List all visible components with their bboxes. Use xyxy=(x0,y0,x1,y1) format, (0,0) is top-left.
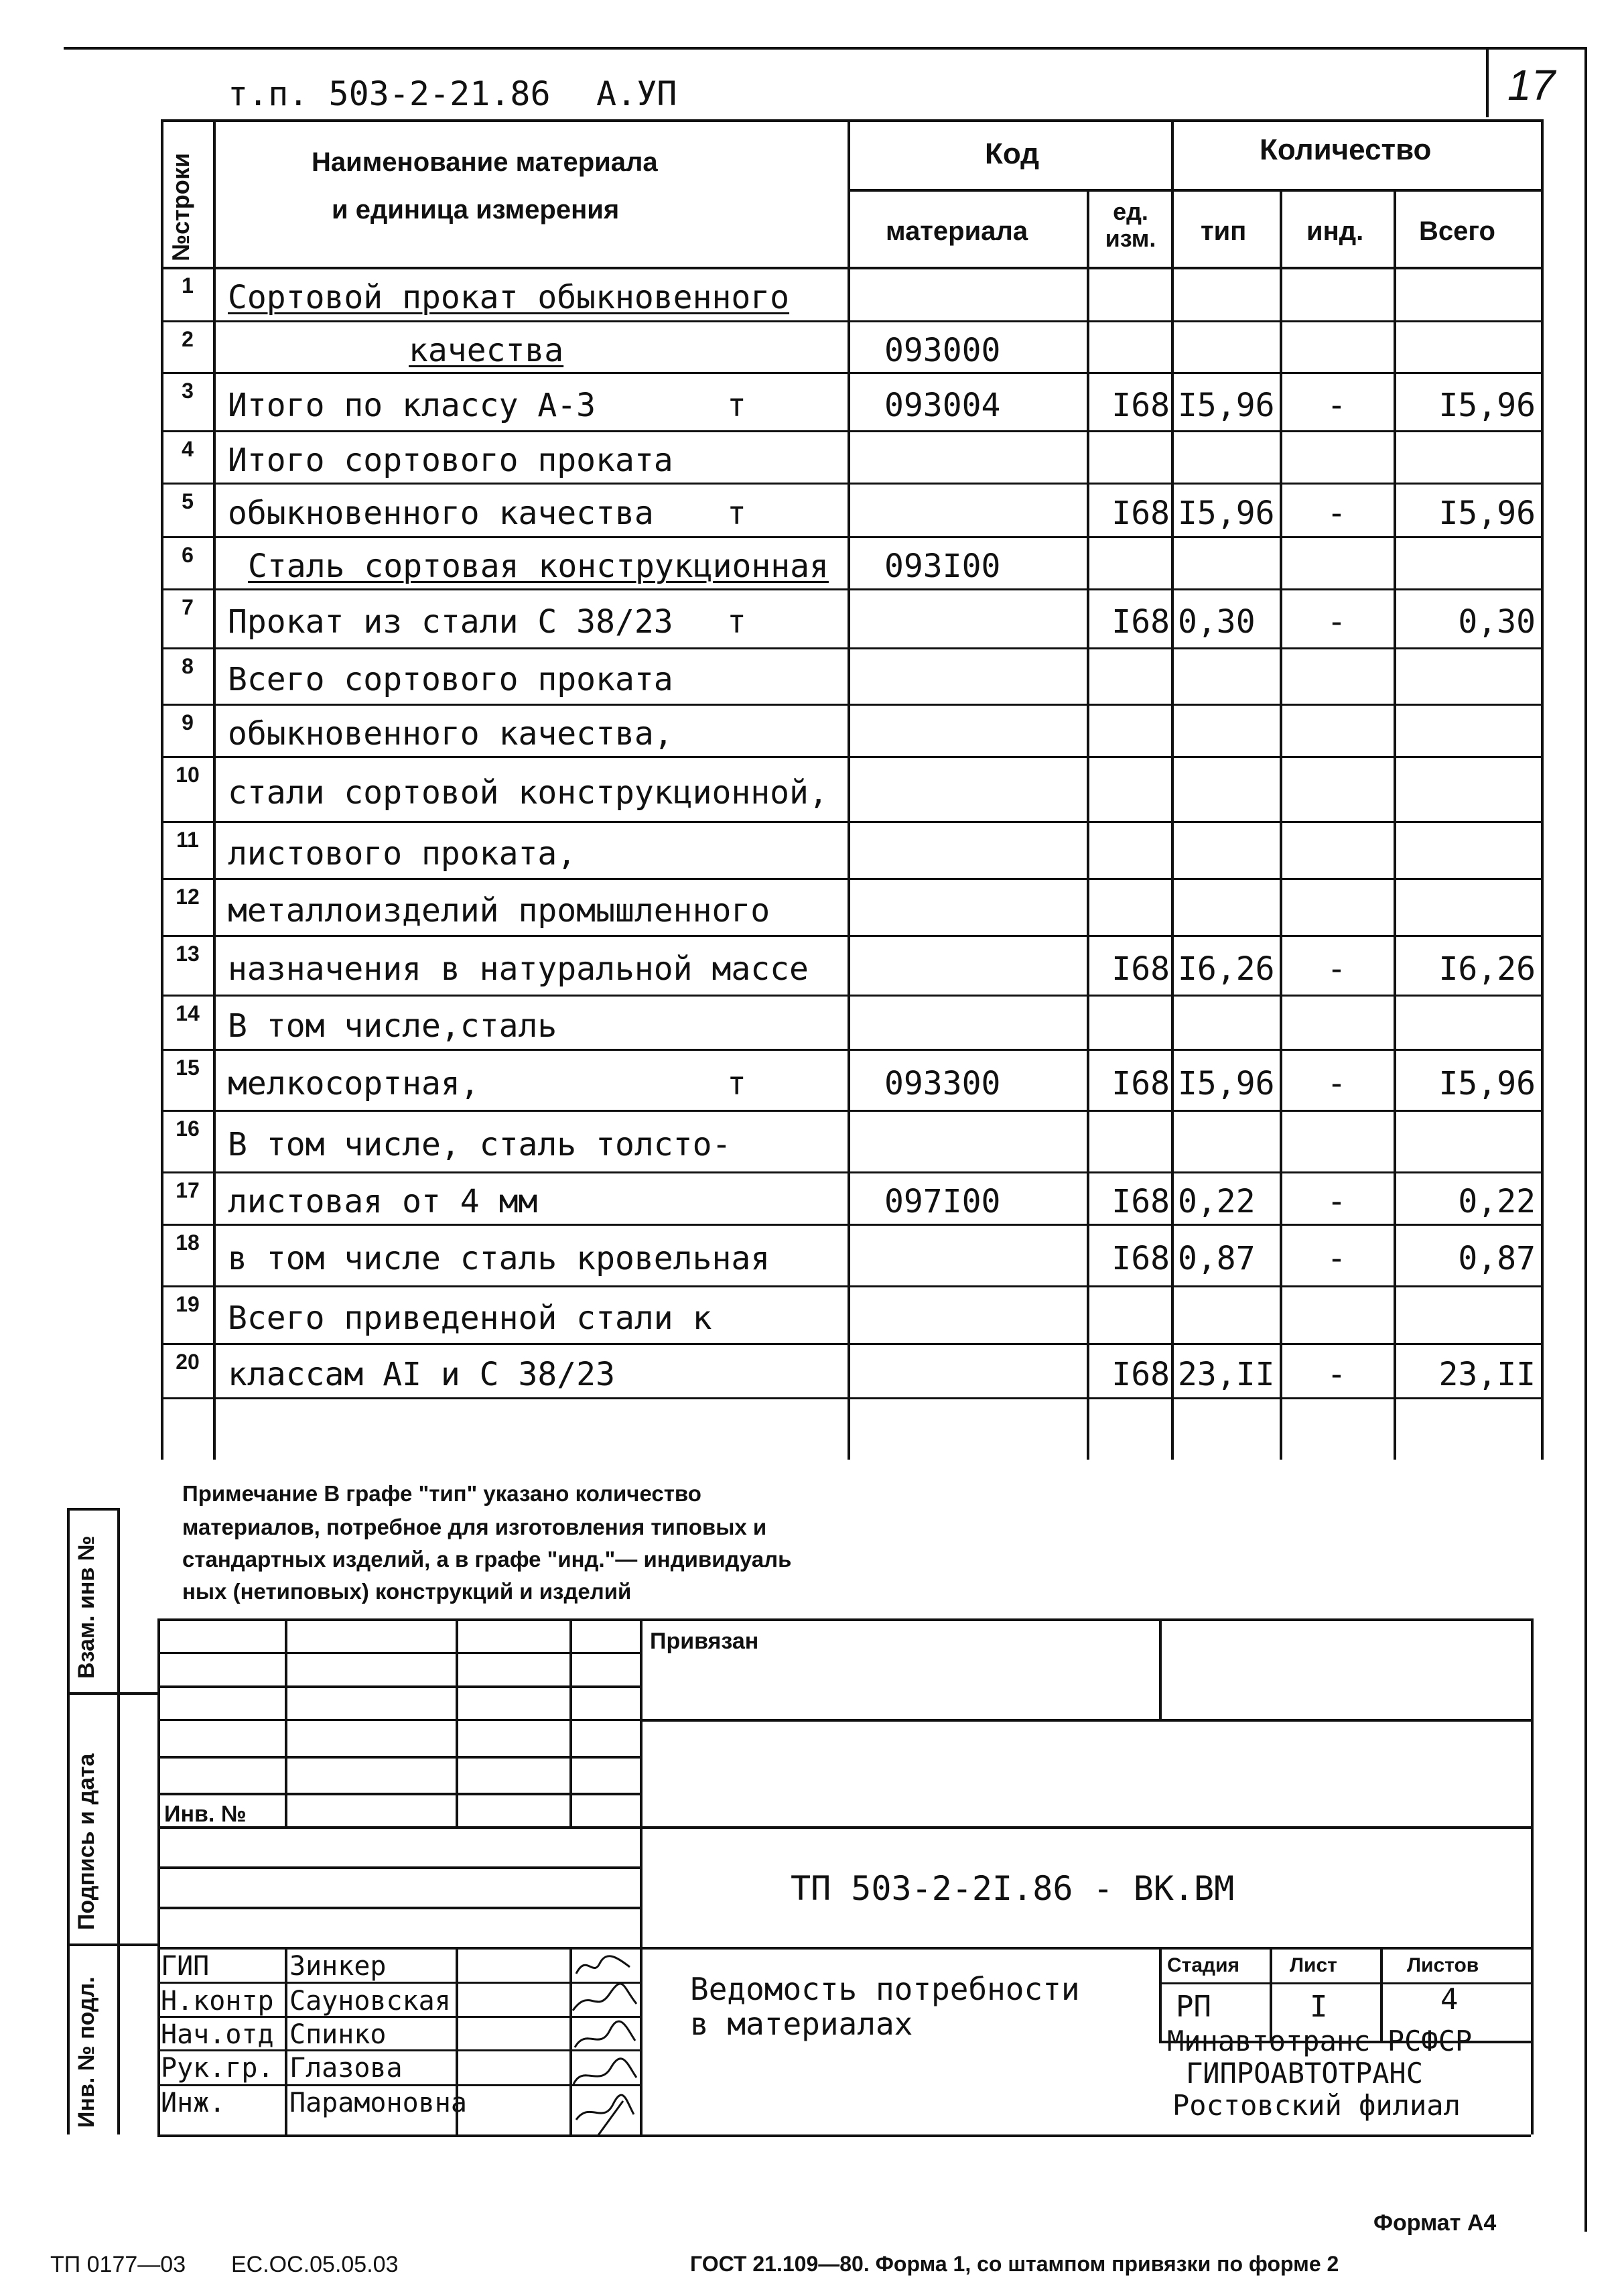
qty-ind: - xyxy=(1327,1183,1347,1220)
sheet-mark: 17 xyxy=(1507,61,1556,109)
material-code: 093I00 xyxy=(884,548,1001,585)
material-name: Итого сортового проката xyxy=(228,442,673,479)
material-name: Всего сортового проката xyxy=(228,661,673,698)
row-number: 11 xyxy=(176,828,199,852)
material-name: металлоизделий промышленного xyxy=(228,891,770,930)
stamp-org-1: Минавтотранс РСФСР xyxy=(1167,2025,1473,2057)
stamp-stage-left xyxy=(1159,1947,1162,2041)
stamp-person: Парамоновна xyxy=(289,2088,467,2118)
stamp-line-6 xyxy=(157,1793,640,1795)
note-line-4: ных (нетиповых) конструкций и изделий xyxy=(182,1579,632,1604)
qty-ind: - xyxy=(1327,386,1347,424)
material-name: Итого по классу А-3 xyxy=(228,386,596,424)
material-name: Всего приведенной стали к xyxy=(228,1299,712,1337)
top-border xyxy=(64,47,1584,50)
col-quantity: Количество xyxy=(1260,133,1432,166)
stamp-sheet-value: I xyxy=(1310,1990,1328,2024)
unit-code: I68 xyxy=(1111,1240,1170,1277)
qty-total: I5,96 xyxy=(1438,1064,1536,1102)
side-strip-left xyxy=(67,1508,70,2134)
stamp-stage-value: РП xyxy=(1176,1990,1211,2024)
material-name: листовая от 4 мм xyxy=(228,1183,538,1220)
material-name: стали сортовой конструкционной, xyxy=(228,773,828,812)
album-mark: А.УП xyxy=(596,74,677,113)
side-strip-top xyxy=(67,1508,117,1511)
qty-ind: - xyxy=(1327,950,1347,988)
side-strip-div-2 xyxy=(67,1943,157,1946)
signature-scribbles xyxy=(569,1947,640,2134)
doc-ref: т.п. 503-2-21.86 xyxy=(228,74,551,113)
stamp-top xyxy=(157,1618,1531,1621)
unit-code: I68 xyxy=(1111,1183,1170,1220)
stamp-bottom xyxy=(157,2134,1531,2137)
qty-total: 0,22 xyxy=(1458,1183,1536,1220)
qty-total: 23,II xyxy=(1438,1355,1536,1393)
material-unit: т xyxy=(727,1064,746,1102)
qty-ind: - xyxy=(1327,1064,1347,1102)
note-line-3: стандартных изделий, а в графе "инд."— индивидуаль xyxy=(182,1547,792,1572)
stamp-line-15 xyxy=(157,2084,640,2086)
material-name: В том числе, сталь толсто- xyxy=(228,1126,732,1163)
stamp-org-3: Ростовский филиал xyxy=(1172,2089,1461,2122)
stamp-line-3 xyxy=(640,1719,1531,1722)
footer-left-1: ТП 0177—03 xyxy=(50,2252,186,2277)
side-strip-right xyxy=(117,1508,120,2134)
qty-total: I5,96 xyxy=(1438,386,1536,424)
row-number: 16 xyxy=(176,1117,200,1141)
row-number: 12 xyxy=(176,885,200,909)
footer-left-2: ЕС.ОС.05.05.03 xyxy=(231,2252,399,2277)
qty-typ: I6,26 xyxy=(1178,950,1275,988)
table-row xyxy=(161,320,1541,372)
material-unit: т xyxy=(727,603,746,641)
material-name: назначения в натуральной массе xyxy=(228,950,809,988)
stamp-line-10 xyxy=(157,1907,640,1909)
col-qty-total: Всего xyxy=(1419,216,1495,246)
row-number: 20 xyxy=(176,1350,200,1374)
stamp-stage-label: Стадия xyxy=(1167,1954,1240,1976)
qty-typ: 0,87 xyxy=(1178,1240,1256,1277)
stamp-right xyxy=(1531,1618,1534,2134)
material-name: обыкновенного качества xyxy=(228,495,654,532)
stamp-sheets-value: 4 xyxy=(1440,1982,1459,2017)
note-line-2: материалов, потребное для изготовления типовых и xyxy=(182,1515,767,1539)
qty-total: I6,26 xyxy=(1438,950,1536,988)
material-name: обыкновенного качества, xyxy=(228,715,673,753)
material-name: Сортовой прокат обыкновенного xyxy=(228,279,790,316)
side-strip-div-1 xyxy=(67,1692,157,1695)
stamp-role: Нач.отд xyxy=(161,2019,274,2050)
qty-typ: I5,96 xyxy=(1178,1064,1275,1102)
row-number: 18 xyxy=(176,1230,200,1255)
row-rule xyxy=(161,1397,1541,1399)
right-border xyxy=(1584,47,1587,2232)
stamp-sheet-label: Лист xyxy=(1290,1954,1337,1976)
stamp-col-d xyxy=(640,1618,643,2134)
row-number: 14 xyxy=(176,1001,200,1025)
material-unit: т xyxy=(727,386,746,424)
stamp-role-split xyxy=(285,1947,287,2134)
stamp-line-1 xyxy=(157,1652,640,1654)
stamp-line-5 xyxy=(157,1756,640,1759)
stamp-org-2: ГИПРОАВТОТРАНС xyxy=(1186,2057,1424,2090)
row-number: 6 xyxy=(182,543,194,567)
stamp-line-4 xyxy=(157,1719,640,1721)
qty-typ: I5,96 xyxy=(1178,495,1275,532)
stamp-privyazan-split xyxy=(1159,1618,1162,1719)
header-mid-line xyxy=(848,189,1541,192)
row-number: 17 xyxy=(176,1178,200,1202)
row-number: 19 xyxy=(176,1292,200,1316)
unit-code: I68 xyxy=(1111,386,1170,424)
stamp-person: Спинко xyxy=(289,2019,387,2050)
material-name: Сталь сортовая конструкционная xyxy=(248,548,829,585)
row-number: 1 xyxy=(182,273,194,298)
material-unit: т xyxy=(727,495,746,532)
footer-gost: ГОСТ 21.109—80. Форма 1, со штампом привязки по форме 2 xyxy=(690,2252,1339,2276)
unit-code: I68 xyxy=(1111,1355,1170,1393)
material-name: листового проката, xyxy=(228,834,577,873)
material-code: 093000 xyxy=(884,331,1001,369)
material-code: 097I00 xyxy=(884,1183,1001,1220)
col-name: Наименование материала xyxy=(312,147,658,177)
stamp-privyazan: Привязан xyxy=(650,1629,759,1654)
unit-code: I68 xyxy=(1111,495,1170,532)
row-number: 2 xyxy=(182,327,194,351)
col-qty-ind: инд. xyxy=(1306,216,1364,246)
row-number: 9 xyxy=(182,710,194,735)
side-inv-podl: Инв. № подл. xyxy=(74,1976,99,2128)
qty-ind: - xyxy=(1327,603,1347,641)
side-vzam-inv: Взам. инв № xyxy=(74,1535,99,1679)
stamp-role: Н.контр xyxy=(161,1986,274,2017)
col-qty-typ: тип xyxy=(1201,216,1247,246)
row-number: 10 xyxy=(176,763,200,787)
material-code: 093004 xyxy=(884,386,1001,424)
unit-code: I68 xyxy=(1111,1064,1170,1102)
row-number: 3 xyxy=(182,379,194,403)
qty-typ: 0,22 xyxy=(1178,1183,1256,1220)
stamp-role: Инж. xyxy=(161,2088,226,2118)
qty-ind: - xyxy=(1327,495,1347,532)
stamp-line-7 xyxy=(640,1826,1531,1829)
col-name-sub: и единица измерения xyxy=(332,195,620,225)
qty-total: 0,87 xyxy=(1458,1240,1536,1277)
stamp-inv-no: Инв. № xyxy=(164,1801,247,1827)
footer-format: Формат А4 xyxy=(1373,2210,1497,2236)
stamp-title-line-1: Ведомость потребности xyxy=(690,1971,1080,2007)
stamp-line-2 xyxy=(157,1685,640,1688)
qty-typ: 23,II xyxy=(1178,1355,1275,1393)
material-name: классам АI и С 38/23 xyxy=(228,1355,615,1393)
side-podpis-data: Подпись и дата xyxy=(74,1753,99,1930)
row-number: 7 xyxy=(182,595,194,619)
row-number: 4 xyxy=(182,437,194,461)
stamp-left xyxy=(157,1618,160,2134)
unit-code: I68 xyxy=(1111,950,1170,988)
table-top xyxy=(161,119,1541,122)
material-name: В том числе,сталь xyxy=(228,1007,557,1045)
stamp-line-11 xyxy=(157,1947,1531,1950)
material-name: мелкосортная, xyxy=(228,1064,480,1102)
stamp-line-12 xyxy=(157,1982,640,1984)
col-code-unit: ед. изм. xyxy=(1105,198,1156,252)
stamp-doc-code: ТП 503-2-2I.86 - ВК.ВМ xyxy=(791,1869,1235,1908)
material-name: качества xyxy=(409,331,564,369)
stamp-sheets-label: Листов xyxy=(1407,1954,1479,1976)
qty-total: I5,96 xyxy=(1438,495,1536,532)
row-number: 8 xyxy=(182,654,194,678)
stamp-person: Сауновская xyxy=(289,1986,451,2017)
unit-code: I68 xyxy=(1111,603,1170,641)
table-right xyxy=(1541,119,1544,1460)
qty-total: 0,30 xyxy=(1458,603,1536,641)
stamp-title-line-2: в материалах xyxy=(690,2006,913,2042)
col-row-no: №строки xyxy=(167,153,194,261)
stamp-role: Рук.гр. xyxy=(161,2053,274,2084)
stamp-role: ГИП xyxy=(161,1951,210,1982)
row-number: 13 xyxy=(176,942,200,966)
sheet-box-divider xyxy=(1486,47,1489,117)
row-number: 15 xyxy=(176,1056,200,1080)
col-code-material: материала xyxy=(886,216,1028,246)
qty-typ: I5,96 xyxy=(1178,386,1275,424)
qty-ind: - xyxy=(1327,1355,1347,1393)
material-name: Прокат из стали С 38/23 xyxy=(228,603,673,641)
stamp-line-9 xyxy=(157,1866,640,1869)
qty-ind: - xyxy=(1327,1240,1347,1277)
row-number: 5 xyxy=(182,489,194,513)
qty-typ: 0,30 xyxy=(1178,603,1256,641)
stamp-person: Глазова xyxy=(289,2053,403,2084)
material-code: 093300 xyxy=(884,1064,1001,1102)
note-line-1: Примечание В графе "тип" указано количество xyxy=(182,1481,701,1506)
stamp-stage-mid xyxy=(1159,1982,1531,1984)
stamp-person: Зинкер xyxy=(289,1951,387,1982)
col-code: Код xyxy=(985,137,1040,170)
material-name: в том числе сталь кровельная xyxy=(228,1240,770,1277)
